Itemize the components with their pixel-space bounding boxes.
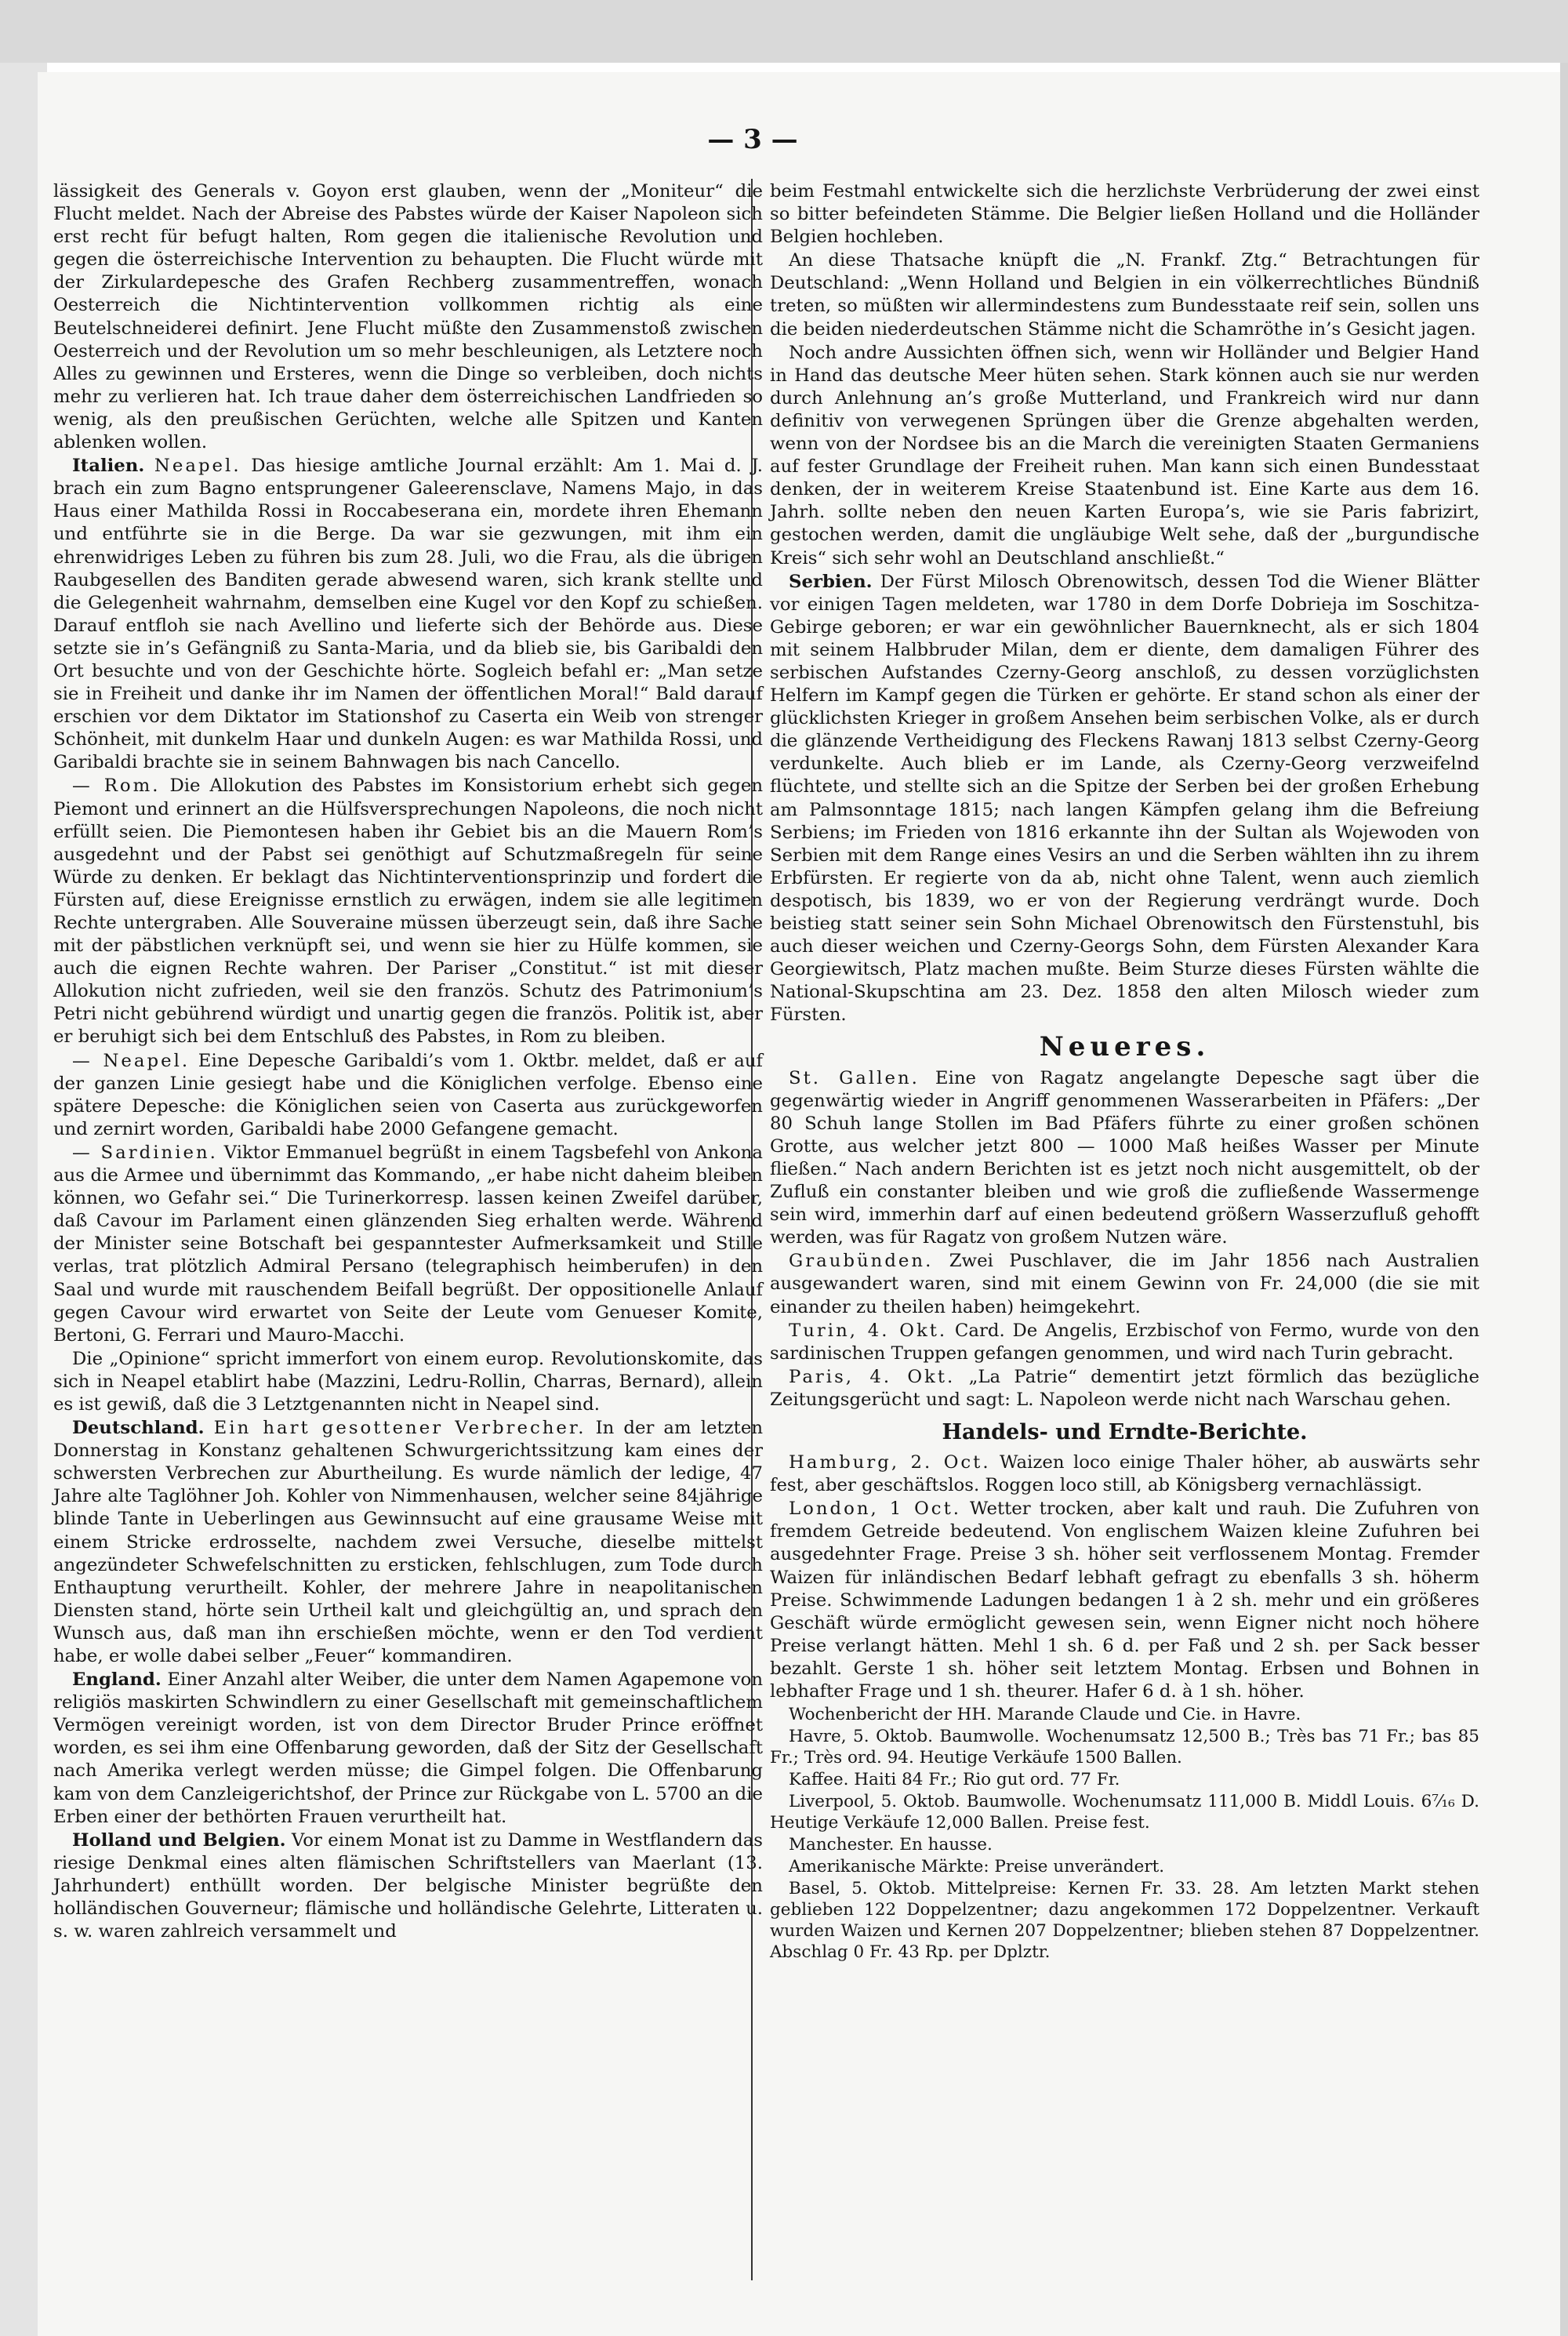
scan-right-edge [1560, 63, 1568, 2336]
article-deutschland [53, 1417, 763, 1668]
news-item [770, 1320, 1479, 1365]
article-paragraph: beim Festmahl entwickelte sich die herzlichste Verbrüderung der zwei einst so bitter befeindeten Stämme. Die Belgier ließen Holland und die Holländer Belgien hochleben. [770, 181, 1479, 248]
market-line: Amerikanische Märkte: Preise unverändert. [789, 1857, 1165, 1877]
dateline: St. Gallen. [789, 1067, 920, 1088]
article-holland-belgien [53, 1829, 763, 1943]
dateline: London, 1 Oct. [789, 1499, 961, 1520]
article-text: Einer Anzahl alter Weiber, die unter dem Namen Agapemone von religiös maskirten Schwindlern zu einer Gesellschaft mit gemeinschaftlichem Vermögen vereinigt worden, ist von dem Director Bruder Prince eröffnet worden, es sei ihm eine Offenbarung geworden, daß der Sitz der Gesellschaft nach Amerika verlegt werden müsse; die Gimpel folgen. Die Offenbarung kam von dem Canzleigerichtshof, der Prince zur Rückgabe von L. 5700 an die Erben einer der bethörten Frauen verurtheilt hat. [53, 1669, 764, 1827]
article-italien [53, 455, 763, 774]
article-paragraph: An diese Thatsache knüpft die „N. Frankf. Ztg.“ Betrachtungen für Deutschland: „Wenn Holland und Belgien in ein völkerrechtliches Bündniß treten, so müßten wir allermindestens zum Bundesstaate reif sein, sollen uns die beiden niederdeutschen Stämme nicht die Schamröthe in’s Gesicht jagen. [770, 250, 1479, 340]
left-column [53, 180, 763, 1944]
news-item [770, 1067, 1479, 1250]
article-serbien [770, 571, 1479, 1027]
dateline: Graubünden. [789, 1251, 934, 1272]
article-paragraph: lässigkeit des Generals v. Goyon erst glauben, wenn der „Moniteur“ die Flucht meldet. Nach der Abreise des Pabstes würde der Kaiser Napoleon sich erst recht für befugt halten, Rom gegen die italienische Revolution und gegen die österreichische Intervention zu behaupten. Die Flucht würde mit der Zirkulardepesche des Grafen Rechberg zusammentreffen, wonach Oesterreich die Nichtintervention vollkommen richtig als eine Beutelschneiderei definirt. Jene Flucht müßte den Zusammenstoß zwischen Oesterreich und der Revolution um so mehr beschleunigen, als Letztere noch Alles zu gewinnen und Ersteres, wenn die Dinge so verbleiben, doch nichts mehr zu verlieren hat. Ich traue daher dem österreichischen Landfrieden so wenig, als den preußischen Gerüchten, welche alle Spitzen und Kanten ablenken wollen. [53, 181, 763, 453]
section-heading: Serbien. [789, 571, 873, 592]
article-text: Die Allokution des Pabstes im Konsistorium erhebt sich gegen Piemont und erinnert an die Hülfsversprechungen Napoleons, die noch nicht erfüllt seien. Die Piemontesen haben ihr Gebiet bis an die Mauern Rom’s ausgedehnt und der Pabst sei genöthigt auf Schutzmaßregeln für seine Würde zu denken. Er beklagt das Nichtinterventionsprinzip und fordert die Fürsten auf, diese Ereignisse ernstlich zu erwägen, indem sie alle legitimen Rechte untergraben. Alle Souveraine müssen überzeugt sein, daß ihre Sache mit der päbstlichen verknüpft sei, und wenn sie hier zu Hülfe kommen, sie auch die eignen Rechte wahren. Der Pariser „Constitut.“ ist mit dieser Allokution nicht zufrieden, weil sie den französ. Schutz des Patrimonium’s Petri nicht gebührend würdigt und unartig gegen die französ. Politik ist, aber er beruhigt sich bei dem Entschluß des Pabstes, in Rom zu bleiben. [53, 776, 763, 1048]
dateline: Paris, 4. Okt. [789, 1366, 956, 1387]
section-heading: Italien. [72, 456, 145, 477]
market-report [770, 1498, 1479, 1703]
market-line: Manchester. En hausse. [789, 1835, 993, 1855]
scan-top-margin [0, 0, 1568, 63]
article-text: Card. De Angelis, Erzbischof von Fermo, wurde von den sardinischen Truppen gefangen genommen, und wird nach Turin gebracht. [770, 1320, 1479, 1364]
article-neapel [53, 1050, 763, 1141]
dateline: — Rom. [72, 776, 161, 797]
right-column [770, 180, 1479, 1964]
dateline: — Sardinien. [72, 1142, 218, 1163]
article-england [53, 1669, 763, 1829]
market-line: Wochenbericht der HH. Marande Claude und Cie. in Havre. [789, 1705, 1301, 1725]
section-title-handel: Handels- und Erndte-Berichte. [942, 1419, 1308, 1444]
market-report [770, 1451, 1479, 1497]
section-heading: England. [72, 1669, 162, 1691]
article-text: „La Patrie“ dementirt jetzt förmlich das bezügliche Zeitungsgerücht und sagt: L. Napoleon werde nicht nach Warschau gehen. [770, 1366, 1480, 1410]
dateline: Neapel. [154, 456, 241, 477]
dateline: Hamburg, 2. Oct. [789, 1452, 991, 1473]
article-rom [53, 775, 763, 1048]
article-paragraph: Die „Opinione“ spricht immerfort von einem europ. Revolutionskomite, das sich in Neapel etablirt habe (Mazzini, Ledru-Rollin, Charras, Bernard), allein es ist gewiß, daß die 3 Letztgenannten nicht in Neapel sind. [53, 1348, 763, 1415]
section-title-neueres: Neueres. [1039, 1031, 1210, 1063]
market-line: Liverpool, 5. Oktob. Baumwolle. Wochenumsatz 111,000 B. Middl Louis. 6⁷⁄₁₆ D. Heutige Verkäufe 12,000 Ballen. Preise fest. [770, 1792, 1479, 1833]
news-item [770, 1366, 1479, 1411]
market-line: Basel, 5. Oktob. Mittelpreise: Kernen Fr. 33. 28. Am letzten Markt stehen geblieben 122 Doppelzentner; dazu angekommen 172 Doppelzentner. Verkauft wurden Waizen und Kernen 207 Doppelzentner; blieben stehen 87 Doppelzentner. Abschlag 0 Fr. 43 Rp. per Dplztr. [770, 1879, 1479, 1963]
article-subtitle: Ein hart gesottener Verbrecher. [213, 1418, 586, 1439]
news-item [770, 1250, 1479, 1318]
article-text: Vor einem Monat ist zu Damme in Westflandern das riesige Denkmal eines alten flämischen Schriftstellers van Maerlant (13. Jahrhundert) enthüllt worden. Der belgische Minister begrüßte den holländischen Gouverneur; flämische und holländische Gelehrte, Litteraten u. s. w. waren zahlreich versammelt und [53, 1829, 763, 1942]
article-text: Der Fürst Milosch Obrenowitsch, dessen Tod die Wiener Blätter vor einigen Tagen meldeten, war 1780 in dem Dorfe Dobrieja im Soschitza-Gebirge geboren; er war ein gewöhnlicher Bauernknecht, als er sich 1804 mit seinem Halbbruder Milan, dem er diente, dem damaligen Führer des serbischen Aufstandes Czerny-Georg anschloß, zu dessen vorzüglichsten Helfern im Kampf gegen die Türken er gehörte. Er stand schon als einer der glücklichsten Krieger in großem Ansehen beim serbischen Volke, als er durch die glänzende Vertheidigung des Fleckens Rawanj 1813 selbst Czerny-Georg verdunkelte. Auch blieb er im Lande, als Czerny-Georg verzweifelnd flüchtete, und stellte sich an die Spitze der Serben bei der großen Erhebung am Palmsonntage 1815; nach langen Kämpfen gelang ihm die Befreiung Serbiens; im Frieden von 1816 erkannte ihn der Sultan als Wojewoden von Serbien mit dem Range eines Vesirs an und die Serben wählten ihn zu ihrem Erbfürsten. Er regierte von da ab, nicht ohne Talent, wenn auch ziemlich despotisch, bis 1839, wo er von der Regierung verdrängt wurde. Doch beistieg statt seiner sein Sohn Michael Obrenowitsch den Fürstenstuhl, bis auch dieser weichen und Czerny-Georgs Sohn, dem Fürsten Alexander Kara Georgiewitsch, Platz machen mußte. Beim Sturze dieses Fürsten wählte die National-Skupschtina am 23. Dez. 1858 den alten Milosch wieder zum Fürsten. [770, 571, 1479, 1026]
article-text: Eine Depesche Garibaldi’s vom 1. Oktbr. meldet, daß er auf der ganzen Linie gesiegt habe und die Königlichen verfolge. Ebenso eine spätere Depesche: die Königlichen seien von Caserta aus zurückgeworfen und zernirt worden, Garibaldi habe 2000 Gefangene gemacht. [53, 1050, 763, 1139]
article-sardinien [53, 1142, 763, 1347]
article-text: Das hiesige amtliche Journal erzählt: Am 1. Mai d. J. brach ein zum Bagno entsprungener Galeerensclave, Namens Majo, in das Haus einer Mathilda Rossi in Roccabeserana ein, mordete ihren Ehemann und entführte sie in die Berge. Da war sie gezwungen, mit ihm ein ehrenwidriges Leben zu führen bis zum 28. Juli, wo die Frau, als die übrigen Raubgesellen des Banditen gerade abwesend waren, sich krank stellte und die Gelegenheit wahrnahm, demselben eine Kugel vor den Kopf zu schießen. Darauf entfloh sie nach Avellino und lieferte sich der Behörde aus. Diese setzte sie in’s Gefängniß zu Santa-Maria, und da blieb sie, bis Garibaldi den Ort besuchte und von der Geschichte hörte. Sogleich befahl er: „Man setze sie in Freiheit und danke ihr im Namen der öffentlichen Moral!“ Bald darauf erschien vor dem Diktator im Stationshof zu Caserta ein Weib von strenger Schönheit, mit dunkelm Haar und dunkeln Augen: es war Mathilda Rossi, und Garibaldi brachte sie in seinem Bahnwagen bis nach Cancello. [53, 456, 763, 773]
market-line: Havre, 5. Oktob. Baumwolle. Wochenumsatz 12,500 B.; Très bas 71 Fr.; bas 85 Fr.; Très ord. 94. Heutige Verkäufe 1500 Ballen. [770, 1727, 1479, 1768]
section-heading: Deutschland. [72, 1418, 205, 1439]
article-paragraph: Noch andre Aussichten öffnen sich, wenn wir Holländer und Belgier Hand in Hand das deutsche Meer hüten sehen. Stark können auch sie nur werden durch Anlehnung an’s große Mutterland, und Frankreich wird nur dann definitiv von verwegenen Sprüngen über die Grenze abgehalten werden, wenn von der Nordsee bis an die March die vereinigten Staaten Germaniens auf fester Grundlage der Freiheit ruhen. Man kann sich einen Bundesstaat denken, der in weiterem Kreise Staatenbund ist. Eine Karte aus dem 16. Jahrh. sollte neben den neuen Karten Europa’s, wie sie Paris fabrizirt, gestochen werden, damit die ungläubige Welt sehe, daß der „burgundische Kreis“ sich sehr wohl an Deutschland anschließt.“ [770, 342, 1479, 569]
article-text: Wetter trocken, aber kalt und rauh. Die Zufuhren von fremdem Getreide bedeutend. Von englischem Waizen kleine Zufuhren bei ausgedehnter Frage. Preise 3 sh. höher seit verflossenem Montag. Fremder Waizen für inländischen Bedarf lebhaft gefragt zu ebenfalls 3 sh. höherm Preise. Schwimmende Ladungen bedangen 1 à 2 sh. mehr und ein größeres Geschäft würde ermöglicht gewesen sein, wenn Eigner nicht noch höhere Preise verlangt hätten. Mehl 1 sh. 6 d. per Faß und 2 sh. per Sack besser bezahlt. Gerste 1 sh. höher seit letztem Montag. Erbsen und Bohnen in lebhafter Frage und 1 sh. theurer. Hafer 6 d. à 1 sh. höher. [770, 1499, 1480, 1702]
article-text: Zwei Puschlaver, die im Jahr 1856 nach Australien ausgewandert waren, sind mit einem Gewinn von Fr. 24,000 (die sie mit einander zu theilen haben) heimgekehrt. [770, 1251, 1479, 1317]
article-text: Viktor Emmanuel begrüßt in einem Tagsbefehl von Ankona aus die Armee und übernimmt das Kommando, „er habe nicht daheim bleiben können, wo Gefahr sei.“ Die Turinerkorresp. lassen keinen Zweifel darüber, daß Cavour im Parlament einen glänzenden Sieg erhalten werde. Während der Minister seine Botschaft bei gespanntester Aufmerksamkeit und Stille verlas, trat plötzlich Admiral Persano (telegraphisch heimberufen) in den Saal und wurde mit rauschendem Beifall begrüßt. Der oppositionelle Anlauf gegen Cavour wird erwartet von Seite der Leute vom Genueser Komite, Bertoni, G. Ferrari und Mauro-Macchi. [53, 1142, 763, 1346]
market-line: Kaffee. Haiti 84 Fr.; Rio gut ord. 77 Fr. [789, 1770, 1120, 1790]
article-text: Waizen loco einige Thaler höher, ab auswärts sehr fest, aber geschäftslos. Roggen loco still, ab Königsberg vernachlässigt. [770, 1452, 1479, 1496]
dateline: Turin, 4. Okt. [789, 1320, 948, 1341]
page-number: — 3 — [707, 124, 798, 155]
article-text: Eine von Ragatz angelangte Depesche sagt über die gegenwärtig wieder in Angriff genommenen Wasserarbeiten in Pfäfers: „Der 80 Schuh lange Stollen im Bad Pfäfers führte zu einer großen schönen Grotte, aus welcher jetzt 800 — 1000 Maß heißes Wasser per Minute fließen.“ Nach andern Berichten ist es jetzt noch nicht ausgemittelt, ob der Zufluß ein constanter bleiben und wie groß die zufließende Wassermenge sein wird, immerhin darf auf einen bedeutend größern Wasserzufluß gehofft werden, was für Ragatz von großem Nutzen wäre. [770, 1067, 1479, 1248]
dateline: — Neapel. [72, 1050, 191, 1071]
section-heading: Holland und Belgien. [72, 1829, 286, 1851]
article-text: In der am letzten Donnerstag in Konstanz gehaltenen Schwurgerichtssitzung kam eines der schwersten Verbrechen zur Aburtheilung. Es wurde nämlich der ledige, 47 Jahre alte Taglöhner Joh. Kohler von Nimmenhausen, welcher seine 84jährige blinde Tante in Ueberlingen aus Gewinnsucht auf eine grausame Weise mit einem Stricke erdrosselte, nachdem zwei Versuche, dieselbe mittelst angezündeter Schwefelschnitten zu ersticken, fehlschlugen, zum Tode durch Enthauptung verurtheilt. Kohler, der mehrere Jahre in neapolitanischen Diensten stand, hörte sein Urtheil kalt und gleichgültig an, und sprach den Wunsch aus, daß man ihn erschießen möchte, wenn er den Tod verdient habe, er wolle dabei selber „Feuer“ kommandiren. [53, 1418, 763, 1666]
